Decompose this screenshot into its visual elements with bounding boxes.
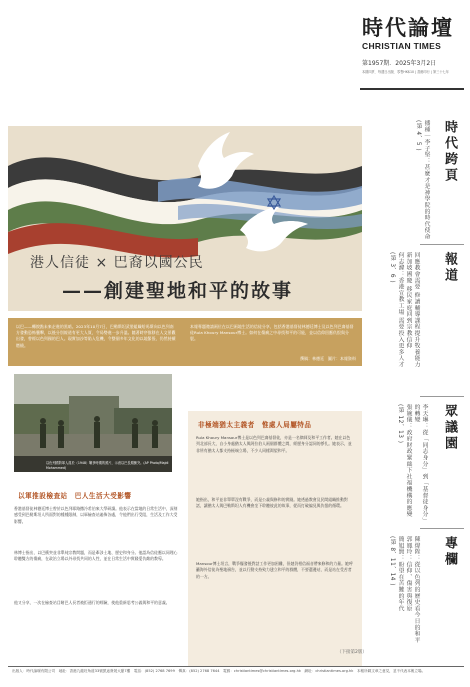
left-article-para1: 香港基督徒林德廷博士曾於以色列耶路撒冷希伯來大學研讀。他表示在當地的日常生活中，深刻感受到巴勒斯坦人所面對的種種限制，以軍檢查站遍佈各處，令他們出行受阻，生活及工作大受影響。	[14, 506, 178, 524]
right-article-para3: Mansour博士坦言，戰爭爆發後對話工作更加困難，但她仍相信福音帶來修和的力量。她呼籲海外信徒為聖地禱告，並以行動支持致力建立和平的群體，不要選邊站，而是站在受苦者的一方。	[196, 561, 353, 579]
left-article-para2: 林博士指出，以巴衝突並非單純宗教問題，而是牽涉土地、歷史和身分。他認為信徒應以同理心聆聽雙方的傷痛，在政治立場以外尋找共同的人性，並在日常生活中實踐愛仇敵的教導。	[14, 550, 178, 562]
masthead-rule	[360, 88, 464, 90]
toc-items-4	[388, 536, 420, 658]
masthead-subtitle: CHRISTIAN TIMES	[362, 41, 442, 51]
footer-rule	[8, 666, 464, 667]
toc-section-4	[440, 536, 459, 656]
hero-illustration	[8, 126, 362, 311]
toc-items-1	[414, 120, 430, 240]
photo-caption: 以色列國防軍人員於（1948）戰爭時期的照片，示意以巴長期衝突。(AP Photo/Majdi Mohammed)	[46, 461, 169, 470]
right-article-para2: 她指出，和平並非單單沒有戰爭，而是公義與修和的實踐。她透過教會及民間組織推動對話，讓猶太人與巴勒斯坦人有機會坐下聆聽彼此的故事，從而打破偏見與仇恨的循環。	[196, 497, 348, 509]
toc-item: (第 3、6 )	[389, 252, 395, 284]
toc-item[interactable]: 何志滌：香港宣教工場 需要投入更多人才	[397, 252, 403, 368]
toc-item[interactable]: 郭鳳玲：信仰、傷害與復原	[405, 536, 411, 612]
toc-item: (第 12、13 )	[397, 404, 403, 444]
right-article-heading: 非極端猶太主義者 惟處人局屬特品	[198, 421, 312, 429]
toc-item[interactable]: 張婉儀：政府財政緊絀下社福機構的應變	[405, 404, 411, 518]
toc-heading: 眾議園	[442, 404, 457, 452]
right-article-para1: Rula Khoury Mansour博士是以色列巴裔基督徒，亦是一名律師及和平工作者。她在以色列北部長大，自小身處猶太人與阿拉伯人兩個群體之間，經歷身分認同的掙扎。她表示，並非所有猶太人都支持極端立場，不少人同樣渴望和平。	[196, 435, 352, 453]
left-article-para3: 他又分享，一次在檢查站目睹巴人長者被拒通行的經驗，使他重新思考公義與和平的意義。	[14, 600, 170, 605]
continued-reference[interactable]: （下接第2版）	[337, 650, 367, 655]
right-article-box	[188, 411, 362, 666]
photo-soldiers-illustration	[14, 374, 172, 472]
toc-item[interactable]: 播種｜李子堅：甚麼才是神學院的時代使命	[423, 120, 429, 240]
intro-credit: 撰稿：林德廷 圖片：本報資料	[300, 356, 356, 361]
intro-panel	[8, 318, 362, 366]
masthead-title: 時代論壇	[362, 15, 454, 40]
hero-title-line2: ——創建聖地和平的故事	[62, 280, 294, 302]
toc-divider	[420, 396, 464, 397]
footer-info: 出版人：時代論壇有限公司 地址：香港九龍旺角道33號凱途發展大廈7樓 電話：(852) 2768 7699 傳真：(852) 2768 7644 電郵：christiantimes@christiantimes.org.hk 網址：christiantimes.org.hk 本報所載文章之意見，並不代表本報立場。	[12, 669, 426, 673]
toc-item: (第 4、5 )	[415, 120, 421, 152]
intro-text-col2: 本報專題邀請兩位在以巴兩地生活的信徒分享，包括香港基督徒林德廷博士及以色列巴裔基督徒Rula Khoury Mansour博士。如何在傷痛之中尋找和平的可能，並以信仰回應仇恨與分裂。	[190, 324, 354, 342]
masthead-issue: 第1957期．2025年3月2日	[362, 60, 437, 67]
toc-items-3	[396, 404, 428, 524]
toc-item: (第 8、11、14 )	[389, 536, 395, 587]
toc-heading: 專欄	[442, 536, 457, 568]
toc-item[interactable]: 回應教會需要 修讀輔導課程提升牧養能力	[413, 252, 419, 368]
toc-divider	[420, 244, 464, 245]
toc-section-2	[440, 252, 459, 392]
left-article-heading: 以軍推設檢查站 巴人生活大受影響	[18, 492, 132, 500]
toc-section-3	[440, 404, 459, 514]
toc-item[interactable]: 簡旭賢：盼望在苦難的年代	[397, 536, 403, 612]
toc-heading: 時代跨頁	[442, 120, 457, 184]
toc-items-2	[388, 252, 420, 392]
intro-text-col1: 以巴——轉捩點未來走進的黑暗。2023年10月7日，巴勒斯坦武裝組織哈馬斯向以色列南方發動恐怖襲擊，以後分別報道有更大人質，令局勢進一步升溫。隨著時序推移在人文景觀出發，曾經以色列國的巴人。現實加沙等陷入危機，令整個多年文化的以地緊張，仍然持續燃燒。	[16, 324, 176, 348]
toc-item[interactable]: 李天琳：從「同志身分」到「基督徒身分」的轉變	[413, 404, 427, 524]
toc-heading: 報道	[442, 252, 457, 284]
toc-divider	[420, 528, 464, 529]
news-photo	[14, 374, 172, 472]
masthead-info: 本期四頁．每週日出版．零售HK$10 | 香港印行 | 第三十七年	[362, 70, 449, 74]
hero-title-line1: 港人信徒 × 巴裔以國公民	[30, 255, 204, 271]
toc-item[interactable]: 陳煒陞：從以色列的歷史看今日的和平	[413, 536, 419, 644]
toc-item[interactable]: 新加坡國慶 移民家庭回到宗教信仰	[405, 252, 411, 349]
toc-section-1	[440, 120, 459, 240]
